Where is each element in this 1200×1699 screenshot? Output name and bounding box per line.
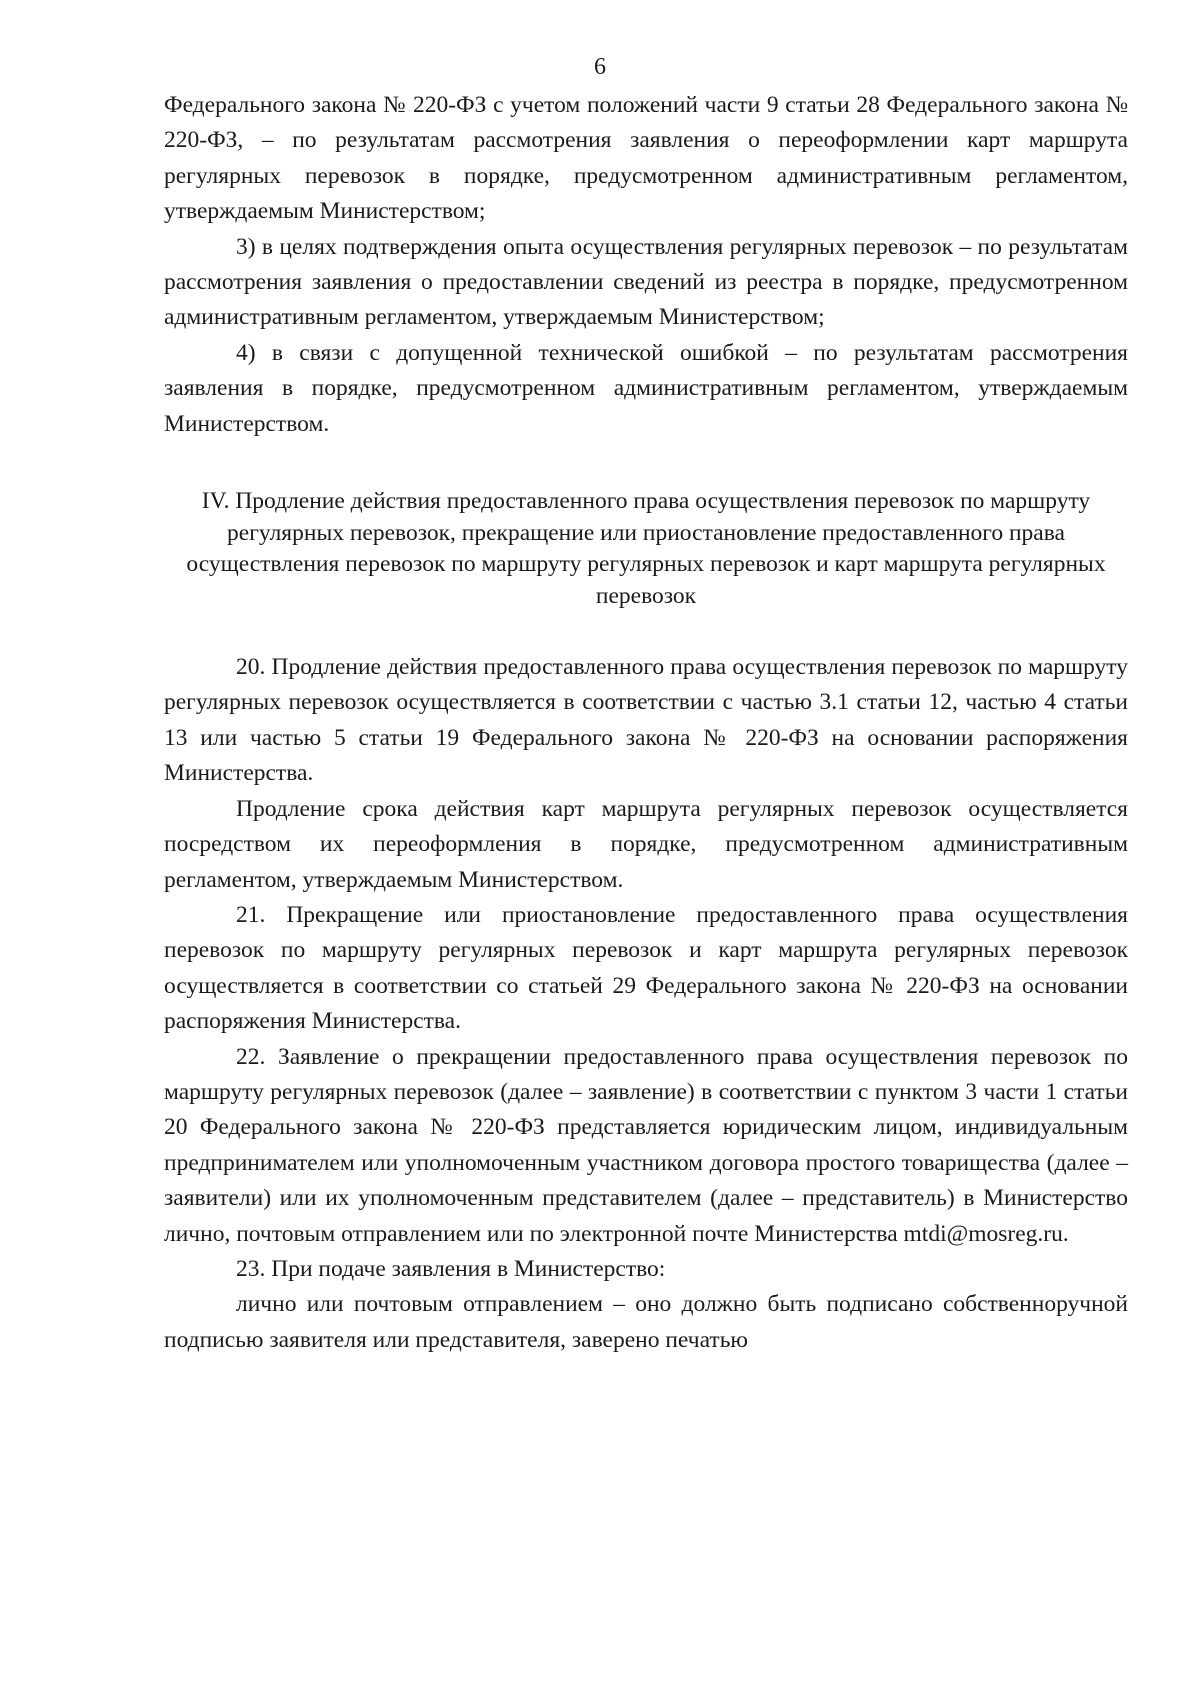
page-number: 6: [594, 54, 606, 80]
paragraph-23: 23. При подаче заявления в Министерство:: [236, 1255, 666, 1282]
paragraph-continued: Федерального закона № 220-ФЗ с учетом положений части 9 статьи 28 Федерального закона № 220-ФЗ, – по результатам рассмотрения заявления о переоформлении карт маршрута регулярных перевозок в порядке, предусмотренном административным регламентом, утверждаемым Министерством;: [164, 92, 1128, 225]
paragraph-item-4: 4) в связи с допущенной технической ошибкой – по результатам рассмотрения заявления в порядке, предусмотренном административным регламентом, утверждаемым Министерством.: [164, 339, 1128, 437]
paragraph-22: 22. Заявление о прекращении предоставленного права осуществления перевозок по маршруту регулярных перевозок (далее – заявление) в соответствии с пунктом 3 части 1 статьи 20 Федерального закона № 220-ФЗ представляется юридическим лицом, индивидуальным предпринимателем или уполномоченным участником договора простого товарищества (далее – заявители) или их уполномоченным представителем (далее – представитель) в Министерство лично, почтовым отправлением или по электронной почте Министерства mtdi@mosreg.ru.: [164, 1043, 1128, 1247]
paragraph-23-submission-in-person: лично или почтовым отправлением – оно должно быть подписано собственноручной подписью заявителя или представителя, заверено печатью: [164, 1291, 1128, 1353]
paragraph-item-3: 3) в целях подтверждения опыта осуществления регулярных перевозок – по результатам рассмотрения заявления о предоставлении сведений из реестра в порядке, предусмотренном административным регламентом, утверждаемым Министерством;: [164, 233, 1128, 331]
paragraph-20-extension: Продление срока действия карт маршрута регулярных перевозок осуществляется посредством их переоформления в порядке, предусмотренном административным регламентом, утверждаемым Министерством.: [164, 795, 1128, 893]
paragraph-20: 20. Продление действия предоставленного права осуществления перевозок по маршруту регулярных перевозок осуществляется в соответствии с частью 3.1 статьи 12, частью 4 статьи 13 или частью 5 статьи 19 Федерального закона № 220-ФЗ на основании распоряжения Министерства.: [164, 654, 1128, 787]
paragraph-21: 21. Прекращение или приостановление предоставленного права осуществления перевозок по маршруту регулярных перевозок и карт маршрута регулярных перевозок осуществляется в соответствии со статьей 29 Федерального закона № 220-ФЗ на основании распоряжения Министерства.: [164, 901, 1128, 1035]
document-body: [164, 88, 1128, 1358]
section-heading: IV. Продление действия предоставленного права осуществления перевозок по маршруту регулярных перевозок, прекращение или приостановление предоставленного права осуществления перевозок по маршруту регулярных перевозок и карт маршрута регулярных перевозок: [186, 488, 1106, 609]
